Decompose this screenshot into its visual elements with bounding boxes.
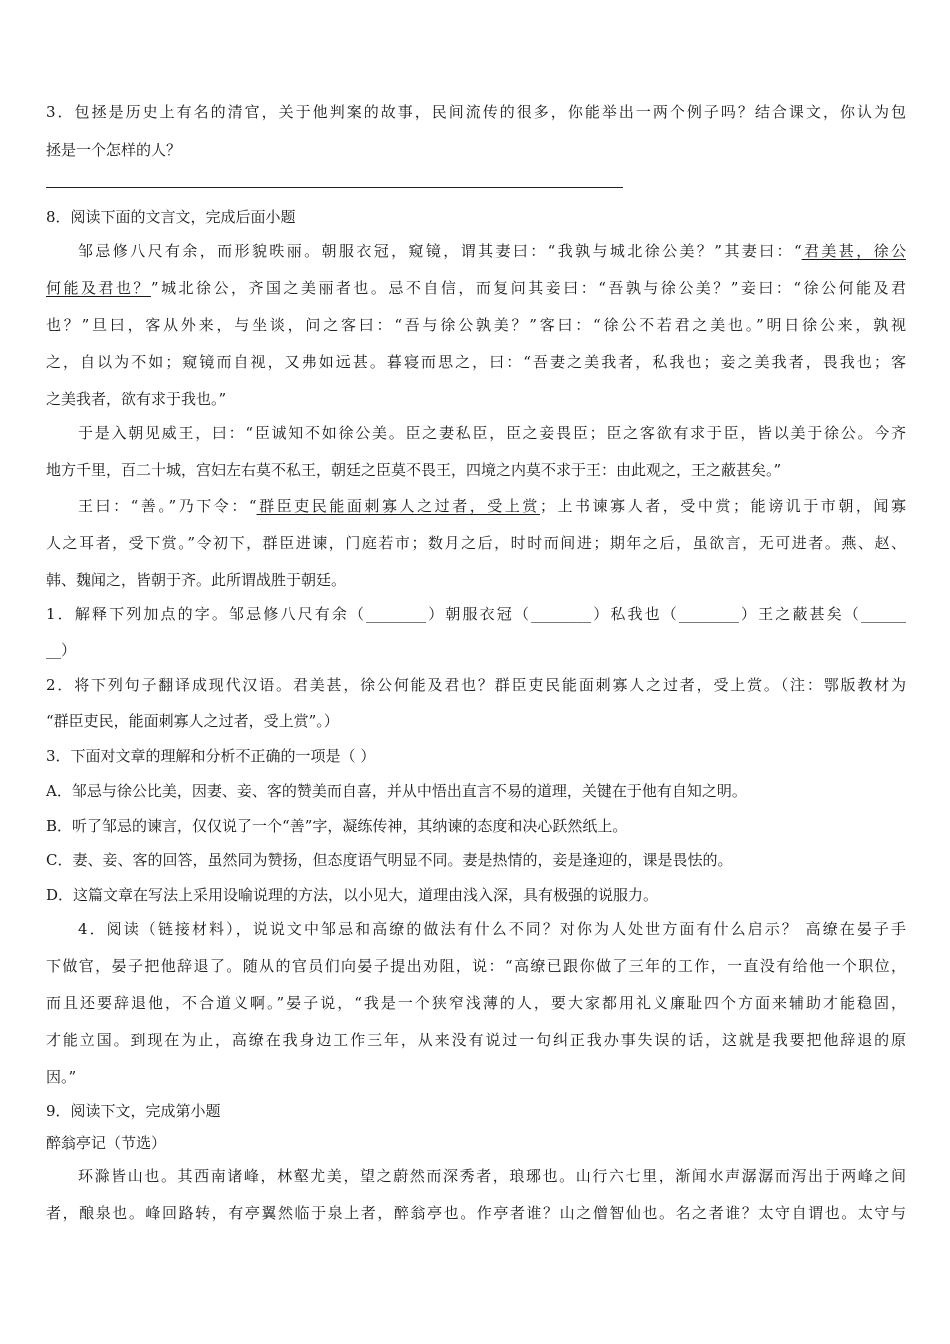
passage-p1-line-5: 之美我者，欲有求于我也。”: [46, 390, 227, 408]
underlined-sentence-3: 群臣吏民能面刺寡人之过者，受上赏: [256, 497, 540, 515]
passage-p3-line-1: [78, 496, 906, 516]
option-c: C．妻、妾、客的回答，虽然同为赞扬，但态度语气明显不同。妻是热情的，妾是逢迎的，课是畏怯的。: [46, 851, 733, 869]
subquestion-2-line-2: “群臣吏民，能面刺寡人之过者，受上赏”。）: [46, 712, 339, 730]
passage-text: ”城北徐公，齐国之美丽者也。忌不自信，而复问其妾曰：“吾孰与徐公美？”妾曰：“徐公何能及君: [150, 279, 906, 297]
question-3-line-1: 3．包拯是历史上有名的清官，关于他判案的故事，民间流传的很多，你能举出一两个例子吗？结合课文，你认为包: [46, 103, 906, 121]
passage-p2-line-1: 于是入朝见威王，曰：“臣诚知不如徐公美。臣之妻私臣，臣之妾畏臣；臣之客欲有求于臣，皆以美于徐公。今齐: [78, 424, 906, 442]
passage-9-line-1: 环滁皆山也。其西南诸峰，林壑尤美，望之蔚然而深秀者，琅琊也。山行六七里，渐闻水声潺潺而泻出于两峰之间: [78, 1167, 906, 1185]
option-d: D．这篇文章在写法上采用设喻说理的方法，以小见大，道理由浅入深，具有极强的说服力。: [46, 886, 659, 904]
passage-text: ；上书谏寡人者，受中赏；能谤讥于市朝，闻寡: [539, 497, 906, 515]
subquestion-4-line-2: 下做官，晏子把他辞退了。随从的官员们向晏子提出劝阻，说：“高缭已跟你做了三年的工作，一直没有给他一个职位，: [46, 957, 906, 975]
underlined-sentence-part-1: 君美甚，徐公: [801, 242, 906, 260]
subquestion-4-line-4: 才能立国。到现在为止，高缭在我身边工作三年，从来没有说过一句纠正我办事失误的话，这就是我要把他辞退的原: [46, 1031, 906, 1049]
subquestion-1-line-2: __）: [46, 641, 77, 659]
subquestion-2-line-1: 2．将下列句子翻译成现代汉语。君美甚，徐公何能及君也？群臣吏民能面刺寡人之过者，受上赏。（注：鄂版教材为: [46, 676, 906, 694]
passage-p3-line-2: 人之耳者，受下赏。”令初下，群臣进谏，门庭若市；数月之后，时时而间进；期年之后，虽欲言，无可进者。燕、赵、: [46, 534, 906, 552]
option-a: A．邹忌与徐公比美，因妻、妾、客的赞美而自喜，并从中悟出直言不易的道理，关键在于他有自知之明。: [46, 782, 747, 800]
passage-p1-line-2: [46, 278, 906, 298]
passage-p2-line-2: 地方千里，百二十城，宫妇左右莫不私王，朝廷之臣莫不畏王，四境之内莫不求于王：由此观之，王之蔽甚矣。”: [46, 461, 782, 479]
passage-p1-line-3: 也？”旦曰，客从外来，与坐谈，问之客曰：“吾与徐公孰美？”客曰：“徐公不若君之美也。”明日徐公来，孰视: [46, 316, 906, 334]
question-8-heading: 8．阅读下面的文言文，完成后面小题: [46, 208, 296, 226]
underlined-sentence-part-2: 何能及君也？: [46, 279, 151, 297]
passage-9-line-2: 者，酿泉也。峰回路转，有亭翼然临于泉上者，醉翁亭也。作亭者谁？山之僧智仙也。名之者谁？太守自谓也。太守与: [46, 1204, 906, 1222]
passage-title: 醉翁亭记（节选）: [46, 1134, 167, 1152]
subquestion-4-line-3: 而且还要辞退他，不合道义啊。”晏子说，“我是一个狭窄浅薄的人，要大家都用礼义廉耻四个方面来辅助才能稳固，: [46, 994, 906, 1012]
passage-p3-line-3: 韩、魏闻之，皆朝于齐。此所谓战胜于朝廷。: [46, 571, 347, 589]
option-b: B．听了邹忌的谏言，仅仅说了一个“善”字，凝练传神，其纳谏的态度和决心跃然纸上。: [46, 817, 628, 835]
subquestion-1-line-1: 1．解释下列加点的字。邹忌修八尺有余（________）朝服衣冠（________）私我也（________）王之蔽甚矣（______: [46, 605, 906, 623]
subquestion-4-line-5: 因。”: [46, 1068, 77, 1086]
passage-text: 王曰：“善。”乃下令：“: [78, 497, 257, 515]
subquestion-4-line-1: 4．阅读（链接材料），说说文中邹忌和高缭的做法有什么不同？对你为人处世方面有什么启示？ 高缭在晏子手: [78, 920, 906, 938]
answer-line: [46, 187, 623, 188]
passage-p1-line-4: 之，自以为不如；窥镜而自视，又弗如远甚。暮寝而思之，曰：“吾妻之美我者，私我也；妾之美我者，畏我也；客: [46, 353, 906, 371]
passage-p1-line-1: [78, 241, 906, 261]
passage-text: 邹忌修八尺有余，而形貌昳丽。朝服衣冠，窥镜，谓其妻曰：“我孰与城北徐公美？”其妻曰：“: [78, 242, 802, 260]
question-9-heading: 9．阅读下文，完成第小题: [46, 1102, 221, 1120]
subquestion-3: 3．下面对文章的理解和分析不正确的一项是（ ）: [46, 747, 376, 765]
question-3-line-2: 拯是一个怎样的人？: [46, 141, 182, 159]
